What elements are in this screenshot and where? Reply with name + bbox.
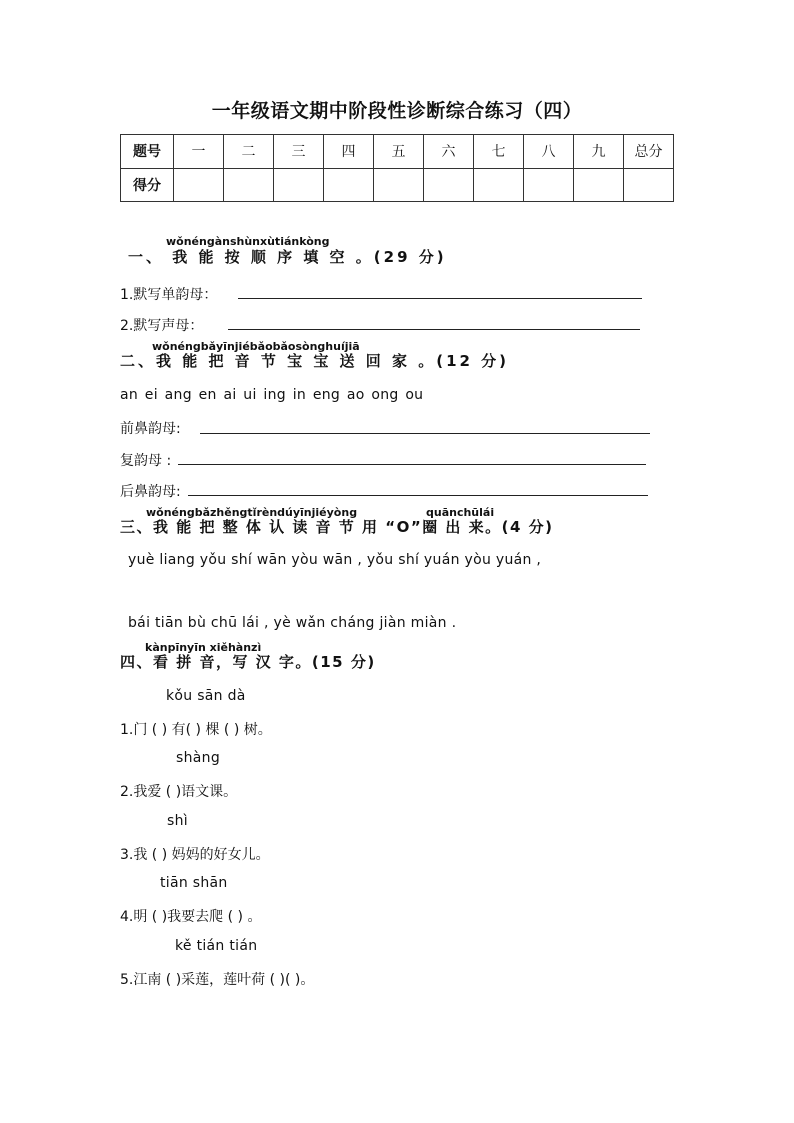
column-header: 七 (474, 135, 524, 169)
score-cell[interactable] (624, 168, 674, 202)
column-header: 九 (574, 135, 624, 169)
score-cell[interactable] (424, 168, 474, 202)
column-header: 三 (274, 135, 324, 169)
page-title: 一年级语文期中阶段性诊断综合练习（四） (211, 100, 583, 122)
section3-pinyin-2: quānchūlái (426, 506, 495, 519)
column-header: 二 (224, 135, 274, 169)
section1-heading: 一、 我 能 按 顺 序 填 空 。(29 分) (128, 248, 447, 266)
compound-finals-label: 复韵母 : (120, 453, 172, 469)
score-table (120, 134, 674, 202)
column-header: 五 (374, 135, 424, 169)
section3-pinyin: wǒnéngbǎzhěngtǐrèndúyīnjiéyòng (146, 506, 358, 519)
front-nasal-label: 前鼻韵母: (120, 421, 181, 437)
back-nasal-label: 后鼻韵母: (120, 484, 181, 500)
section3-heading: 三、我 能 把 整 体 认 读 音 节 用 “O”圈 出 来。(4 分) (120, 518, 554, 536)
item-sentence: 2.我爱 ( )语文课。 (120, 784, 238, 800)
score-cell[interactable] (374, 168, 424, 202)
answer-line[interactable] (228, 329, 640, 330)
score-cell[interactable] (574, 168, 624, 202)
column-header: 八 (524, 135, 574, 169)
item-pinyin: tiān shān (160, 875, 228, 891)
column-header: 六 (424, 135, 474, 169)
row-label-score: 得分 (121, 168, 174, 202)
table-row (121, 135, 674, 169)
column-header: 一 (174, 135, 224, 169)
section2-pinyin: wǒnéngbǎyīnjiébǎobǎosònghuíjiā (152, 340, 360, 353)
table-row (121, 168, 674, 202)
section2-heading: 二、我 能 把 音 节 宝 宝 送 回 家 。(12 分) (120, 352, 510, 370)
syllable-list: an ei ang en ai ui ing in eng ao ong ou (120, 387, 424, 403)
column-header: 四 (324, 135, 374, 169)
answer-line[interactable] (188, 495, 648, 496)
item-pinyin: kǒu sān dà (166, 688, 246, 704)
score-cell[interactable] (474, 168, 524, 202)
answer-line[interactable] (200, 433, 650, 434)
item-sentence: 5.江南 ( )采莲，莲叶荷 ( )( )。 (120, 972, 315, 988)
q1-label: 1.默写单韵母： (120, 287, 218, 303)
answer-line[interactable] (238, 298, 642, 299)
syllable-line-1: yuè liang yǒu shí wān yòu wān , yǒu shí yuán yòu yuán , (128, 552, 542, 568)
score-cell[interactable] (274, 168, 324, 202)
score-cell[interactable] (224, 168, 274, 202)
item-sentence: 4.明 ( )我要去爬 ( ) 。 (120, 909, 262, 925)
column-header: 总分 (624, 135, 674, 169)
section4-heading: 四、看 拼 音，写 汉 字。(15 分) (120, 653, 376, 671)
section1-pinyin: wǒnéngànshùnxùtiánkòng (166, 235, 330, 248)
item-pinyin: kě tián tián (175, 938, 258, 954)
row-label-question-number: 题号 (121, 135, 174, 169)
item-sentence: 1.门 ( ) 有( ) 棵 ( ) 树。 (120, 722, 272, 738)
section4-pinyin: kànpīnyīn xiěhànzì (145, 641, 262, 654)
item-pinyin: shàng (176, 750, 221, 766)
syllable-line-2: bái tiān bù chū lái , yè wǎn cháng jiàn miàn . (128, 615, 457, 631)
q2-label: 2.默写声母： (120, 318, 204, 334)
score-cell[interactable] (324, 168, 374, 202)
item-sentence: 3.我 ( ) 妈妈的好女儿。 (120, 847, 270, 863)
answer-line[interactable] (178, 464, 646, 465)
score-cell[interactable] (524, 168, 574, 202)
score-cell[interactable] (174, 168, 224, 202)
item-pinyin: shì (167, 813, 188, 829)
